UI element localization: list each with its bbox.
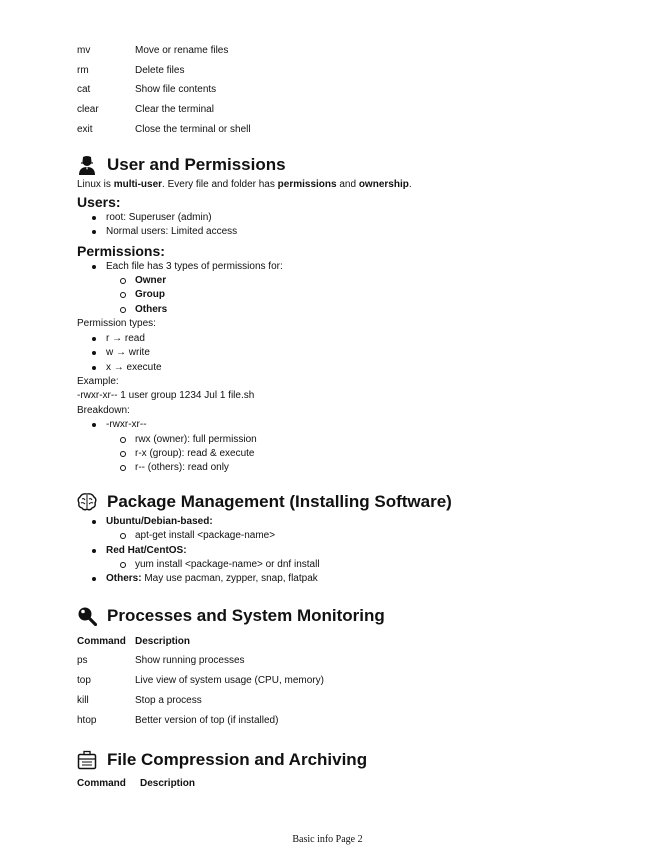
permissions-subheading: Permissions: <box>77 242 165 259</box>
intro-bold-text: permissions <box>277 179 337 191</box>
intro-text: . Every file and folder has <box>162 179 278 191</box>
breakdown-label: Breakdown: <box>77 404 130 416</box>
table-row <box>77 100 617 120</box>
permission-group-label: Group <box>135 289 165 301</box>
list-item: yum install <package-name> or dnf install <box>77 558 617 572</box>
command-cell: cat <box>77 84 91 96</box>
users-permissions-heading <box>77 152 617 178</box>
distro-label: Others: <box>106 573 142 585</box>
list-item: root: Superuser (admin) <box>77 211 617 225</box>
section-title: Package Management (Installing Software) <box>107 491 452 511</box>
processes-heading <box>77 603 617 629</box>
table-row <box>77 651 617 671</box>
compression-heading <box>77 747 617 773</box>
section-title: Processes and System Monitoring <box>107 605 385 625</box>
list-item <box>77 274 617 288</box>
page-content <box>77 0 617 794</box>
description-cell: Delete files <box>135 64 185 76</box>
intro-text: Linux is <box>77 179 114 191</box>
table-row <box>77 691 617 711</box>
command-cell: kill <box>77 694 89 706</box>
permission-types-label: Permission types: <box>77 318 156 330</box>
table-header-row <box>77 774 617 794</box>
description-cell: Better version of top (if installed) <box>135 714 279 726</box>
list-item: r-- (others): read only <box>77 461 617 475</box>
column-header: Command <box>77 778 126 790</box>
list-item: r-x (group): read & execute <box>77 447 617 461</box>
intro-bold-text: ownership <box>358 179 409 191</box>
description-cell: Close the terminal or shell <box>135 123 251 135</box>
processes-table <box>77 632 617 730</box>
intro-text: and <box>336 179 359 191</box>
intro-text: . <box>408 179 412 191</box>
section-title: File Compression and Archiving <box>107 750 368 770</box>
description-cell: Stop a process <box>135 694 202 706</box>
description-cell: Live view of system usage (CPU, memory) <box>135 675 324 687</box>
package-management-heading <box>77 489 617 515</box>
list-item: Normal users: Limited access <box>77 225 617 239</box>
command-cell: exit <box>77 123 93 135</box>
column-header: Description <box>140 778 196 790</box>
list-item: apt-get install <package-name> <box>77 529 617 543</box>
table-row <box>77 120 617 140</box>
description-cell: Show running processes <box>135 655 245 667</box>
command-cell: mv <box>77 45 91 56</box>
brain-icon <box>77 492 97 512</box>
column-header: Command <box>77 635 126 647</box>
description-cell: Clear the terminal <box>135 104 214 116</box>
table-row <box>77 711 617 731</box>
list-item <box>77 288 617 302</box>
list-item <box>77 544 617 558</box>
magnifier-icon <box>77 606 97 626</box>
intro-bold-text: multi-user <box>113 179 163 191</box>
list-item: Each file has 3 types of permissions for: <box>77 260 617 274</box>
users-subheading: Users: <box>77 193 121 210</box>
example-text: -rwxr-xr-- 1 user group 1234 Jul 1 file.sh <box>77 390 255 402</box>
command-cell: htop <box>77 714 97 726</box>
column-header: Description <box>135 635 191 647</box>
list-item <box>77 572 617 586</box>
list-item: r → read <box>77 332 617 346</box>
description-cell: Show file contents <box>135 84 217 96</box>
command-cell: clear <box>77 104 99 116</box>
file-commands-table <box>77 0 617 139</box>
command-cell: top <box>77 675 91 687</box>
permission-group-label: Owner <box>135 275 167 287</box>
table-row <box>77 671 617 691</box>
compression-table <box>77 774 617 794</box>
list-item <box>77 515 617 529</box>
permission-group-label: Others <box>135 303 168 315</box>
table-row <box>77 41 617 61</box>
command-cell: ps <box>77 655 88 667</box>
list-item <box>77 303 617 317</box>
list-item: rwx (owner): full permission <box>77 433 617 447</box>
archive-box-icon <box>77 750 97 770</box>
distro-label: Ubuntu/Debian-based: <box>106 515 213 527</box>
example-label: Example: <box>77 375 119 387</box>
table-row <box>77 61 617 81</box>
command-cell: rm <box>77 64 89 76</box>
others-text: May use pacman, zypper, snap, flatpak <box>141 573 318 585</box>
person-icon <box>77 155 97 175</box>
section-title: User and Permissions <box>107 155 286 175</box>
distro-label: Red Hat/CentOS: <box>106 544 187 556</box>
list-item: -rwxr-xr-- <box>77 418 617 432</box>
permissions-intro-text <box>77 178 617 192</box>
table-header-row <box>77 632 617 652</box>
page-footer: Basic info Page 2 <box>292 834 363 845</box>
list-item: w → write <box>77 346 617 360</box>
list-item: x → execute <box>77 361 617 375</box>
description-cell: Move or rename files <box>135 45 229 56</box>
table-row <box>77 80 617 100</box>
